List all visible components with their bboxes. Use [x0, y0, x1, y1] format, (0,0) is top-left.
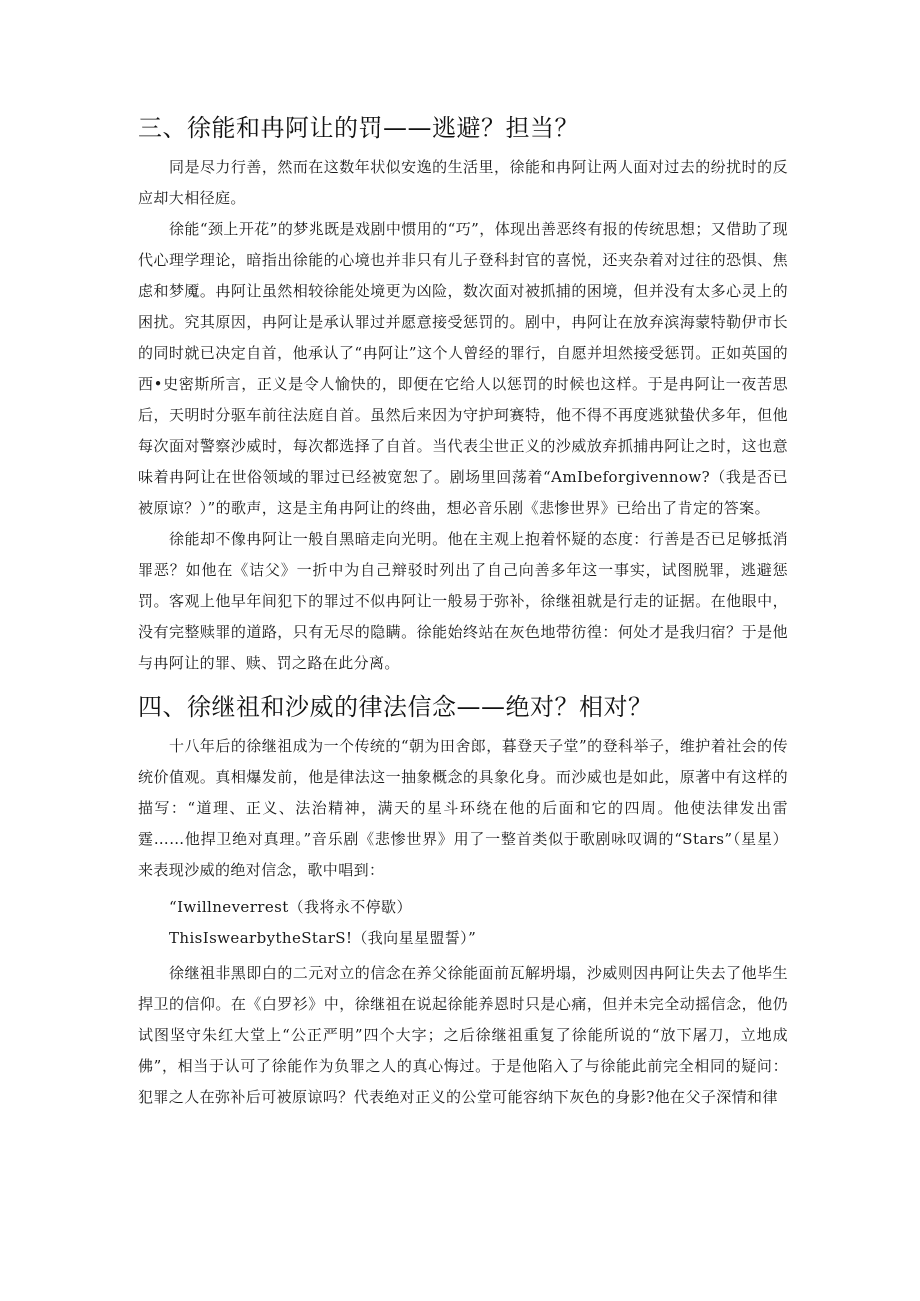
paragraph: 徐继祖非黑即白的二元对立的信念在养父徐能面前瓦解坍塌，沙威则因冉阿让失去了他毕生捍卫的信仰。在《白罗衫》中，徐继祖在说起徐能养恩时只是心痛，但并未完全动摇信念，他仍试图坚守朱红大堂上“公正严明”四个大字；之后徐继祖重复了徐能所说的“放下屠刀，立地成佛”，相当于认可了徐能作为负罪之人的真心悔过。于是他陷入了与徐能此前完全相同的疑问：犯罪之人在弥补后可被原谅吗？代表绝对正义的公堂可能容纳下灰色的身影?他在父子深情和律: [138, 964, 788, 1106]
paragraph: 徐能却不像冉阿让一般自黑暗走向光明。他在主观上抱着怀疑的态度：行善是否已足够抵消罪恶？如他在《诘父》一折中为自己辩驳时列出了自己向善多年这一事实，试图脱罪，逃避惩罚。客观上他早年间犯下的罪过不似冉阿让一般易于弥补，徐继祖就是行走的证据。在他眼中，没有完整赎罪的道路，只有无尽的隐瞒。徐能始终站在灰色地带彷徨：何处才是我归宿？于是他与冉阿让的罪、赎、罚之路在此分离。: [138, 530, 788, 672]
document-page: [138, 112, 788, 1113]
paragraph: 同是尽力行善，然而在这数年状似安逸的生活里，徐能和冉阿让两人面对过去的纷扰时的反应却大相径庭。: [138, 158, 788, 207]
section-heading-4: 四、徐继祖和沙威的律法信念——绝对？相对？: [138, 693, 653, 721]
paragraph: 徐能“颈上开花”的梦兆既是戏剧中惯用的“巧”，体现出善恶终有报的传统思想；又借助了现代心理学理论，暗指出徐能的心境也并非只有儿子登科封官的喜悦，还夹杂着对过往的恐惧、焦虑和梦魇。冉阿让虽然相较徐能处境更为凶险，数次面对被抓捕的困境，但并没有太多心灵上的困扰。究其原因，冉阿让是承认罪过并愿意接受惩罚的。剧中，冉阿让在放弃滨海蒙特勒伊市长的同时就已决定自首，他承认了“冉阿让”这个人曾经的罪行，自愿并坦然接受惩罚。正如英国的西•史密斯所言，正义是令人愉快的，即便在它给人以惩罚的时候也这样。于是冉阿让一夜苦思后，天明时分驱车前往法庭自首。虽然后来因为守护珂赛特，他不得不再度逃狱蛰伏多年，但他每次面对警察沙威时，每次都选择了自首。当代表尘世正义的沙威放弃抓捕冉阿让之时，这也意味着冉阿让在世俗领域的罪过已经被宽恕了。剧场里回荡着“AmIbeforgivennow?（我是否已被原谅？）”的歌声，这是主角冉阿让的终曲，想必音乐剧《悲惨世界》已给出了肯定的答案。: [138, 220, 788, 517]
lyric-line: ThisIswearbytheStarS!（我向星星盟誓）”: [169, 929, 477, 947]
lyric-quote: [138, 892, 788, 954]
section-heading-3: 三、徐能和冉阿让的罚——逃避？担当？: [138, 114, 579, 142]
paragraph: 十八年后的徐继祖成为一个传统的“朝为田舍郎，暮登天子堂”的登科举子，维护着社会的传统价值观。真相爆发前，他是律法这一抽象概念的具象化身。而沙威也是如此，原著中有这样的描写：“道理、正义、法治精神，满天的星斗环绕在他的后面和它的四周。他使法律发出雷霆……他捍卫绝对真理。”音乐剧《悲惨世界》用了一整首类似于歌剧咏叹调的“Stars”（星星）来表现沙威的绝对信念，歌中唱到：: [138, 737, 788, 879]
lyric-line: “Iwillneverrest（我将永不停歇）: [169, 898, 412, 916]
